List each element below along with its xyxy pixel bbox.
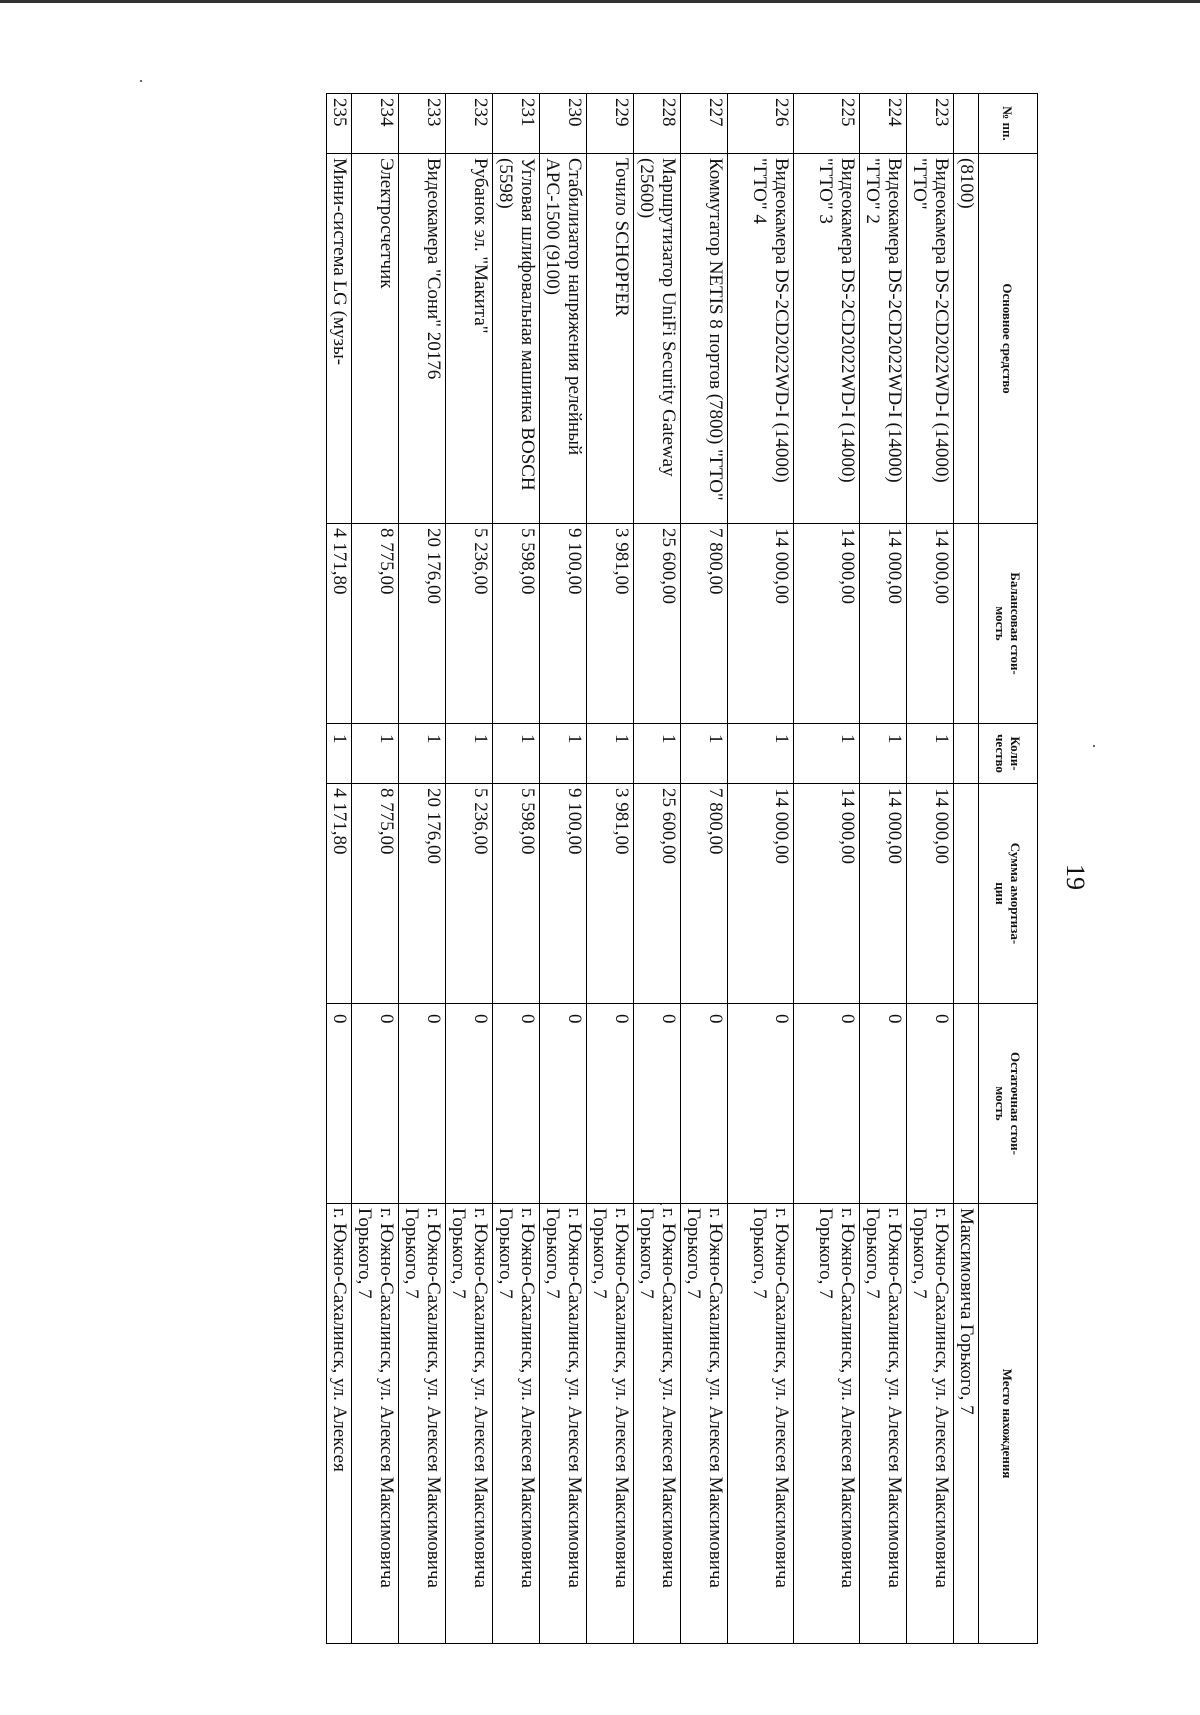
table-body [327, 94, 979, 1644]
cell-residual-value: 0 [352, 1004, 399, 1204]
cell-asset-name: Видеокамера "Сони" 20176 [399, 154, 446, 524]
cell-location: г. Южно-Сахалинск, ул. Алексея Максимовича Горького, 7 [493, 1204, 540, 1644]
cell-asset-name: Видеокамера DS-2CD2022WD-I (14000) "ГТО" 3 [794, 154, 860, 524]
table-header-row [979, 94, 1038, 1644]
cell-quantity: 1 [446, 724, 493, 784]
cell-asset-name: Видеокамера DS-2CD2022WD-I (14000) "ГТО" 2 [860, 154, 907, 524]
cell-balance-value: 7 800,00 [681, 524, 728, 724]
cell-asset-name: Мини-система LG (музы- [327, 154, 352, 524]
header-amortization: Сумма амортиза- ции [979, 784, 1038, 1004]
header-asset: Основное средство [979, 154, 1038, 524]
cell-location: Максимовича Горького, 7 [954, 1204, 979, 1644]
cell-residual-value: 0 [681, 1004, 728, 1204]
cell-quantity: 1 [907, 724, 954, 784]
cell-balance-value: 5 598,00 [493, 524, 540, 724]
page-number: 19 [1061, 864, 1090, 890]
cell-balance-value: 14 000,00 [907, 524, 954, 724]
table-row [587, 94, 634, 1644]
table-row [634, 94, 681, 1644]
cell-residual-value: 0 [794, 1004, 860, 1204]
cell-location: г. Южно-Сахалинск, ул. Алексея Максимовича Горького, 7 [728, 1204, 794, 1644]
cell-balance-value: 14 000,00 [794, 524, 860, 724]
cell-amortization-sum: 14 000,00 [728, 784, 794, 1004]
cell-asset-name: Стабилизатор напряжения релейный АРС-1500 (9100) [540, 154, 587, 524]
cell-quantity: 1 [540, 724, 587, 784]
cell-asset-name: Видеокамера DS-2CD2022WD-I (14000) "ГТО" 4 [728, 154, 794, 524]
cell-row-number [954, 94, 979, 154]
table-row [728, 94, 794, 1644]
cell-residual-value: 0 [327, 1004, 352, 1204]
cell-residual-value: 0 [907, 1004, 954, 1204]
cell-row-number: 224 [860, 94, 907, 154]
cell-amortization-sum: 25 600,00 [634, 784, 681, 1004]
cell-quantity: 1 [587, 724, 634, 784]
cell-amortization-sum: 8 775,00 [352, 784, 399, 1004]
cell-amortization-sum: 5 236,00 [446, 784, 493, 1004]
cell-row-number: 223 [907, 94, 954, 154]
scan-edge [0, 0, 1200, 3]
cell-row-number: 230 [540, 94, 587, 154]
table-row [446, 94, 493, 1644]
table-row [327, 94, 352, 1644]
table-row [681, 94, 728, 1644]
asset-table-wrapper [326, 93, 1038, 1643]
cell-quantity: 1 [860, 724, 907, 784]
cell-balance-value: 9 100,00 [540, 524, 587, 724]
cell-quantity: 1 [794, 724, 860, 784]
cell-row-number: 226 [728, 94, 794, 154]
cell-quantity [954, 724, 979, 784]
cell-asset-name: Видеокамера DS-2CD2022WD-I (14000) "ГТО" [907, 154, 954, 524]
cell-amortization-sum: 20 176,00 [399, 784, 446, 1004]
cell-balance-value: 20 176,00 [399, 524, 446, 724]
cell-residual-value: 0 [493, 1004, 540, 1204]
cell-row-number: 229 [587, 94, 634, 154]
table-row [493, 94, 540, 1644]
cell-row-number: 235 [327, 94, 352, 154]
cell-quantity: 1 [681, 724, 728, 784]
table-row [954, 94, 979, 1644]
cell-row-number: 228 [634, 94, 681, 154]
cell-amortization-sum: 3 981,00 [587, 784, 634, 1004]
cell-amortization-sum: 5 598,00 [493, 784, 540, 1004]
cell-residual-value: 0 [634, 1004, 681, 1204]
cell-asset-name: (8100) [954, 154, 979, 524]
cell-location: г. Южно-Сахалинск, ул. Алексея Максимовича Горького, 7 [860, 1204, 907, 1644]
cell-row-number: 233 [399, 94, 446, 154]
cell-balance-value [954, 524, 979, 724]
cell-row-number: 227 [681, 94, 728, 154]
cell-asset-name: Угловая шлифовальная машинка BOSCH (5598) [493, 154, 540, 524]
header-qty: Коли- чество [979, 724, 1038, 784]
cell-residual-value: 0 [399, 1004, 446, 1204]
cell-location: г. Южно-Сахалинск, ул. Алексея Максимовича Горького, 7 [587, 1204, 634, 1644]
cell-residual-value: 0 [587, 1004, 634, 1204]
table-row [794, 94, 860, 1644]
cell-residual-value: 0 [860, 1004, 907, 1204]
cell-residual-value: 0 [728, 1004, 794, 1204]
cell-balance-value: 5 236,00 [446, 524, 493, 724]
cell-location: г. Южно-Сахалинск, ул. Алексея Максимовича Горького, 7 [634, 1204, 681, 1644]
table-row [352, 94, 399, 1644]
cell-asset-name: Точило SCHOPFER [587, 154, 634, 524]
cell-row-number: 232 [446, 94, 493, 154]
cell-quantity: 1 [728, 724, 794, 784]
cell-quantity: 1 [634, 724, 681, 784]
cell-amortization-sum: 14 000,00 [860, 784, 907, 1004]
cell-residual-value: 0 [446, 1004, 493, 1204]
cell-balance-value: 8 775,00 [352, 524, 399, 724]
cell-amortization-sum: 9 100,00 [540, 784, 587, 1004]
table-row [907, 94, 954, 1644]
cell-location: г. Южно-Сахалинск, ул. Алексея [327, 1204, 352, 1644]
cell-row-number: 234 [352, 94, 399, 154]
cell-location: г. Южно-Сахалинск, ул. Алексея Максимовича Горького, 7 [794, 1204, 860, 1644]
cell-location: г. Южно-Сахалинск, ул. Алексея Максимовича Горького, 7 [681, 1204, 728, 1644]
cell-asset-name: Электросчетчик [352, 154, 399, 524]
cell-quantity: 1 [352, 724, 399, 784]
cell-balance-value: 25 600,00 [634, 524, 681, 724]
cell-row-number: 225 [794, 94, 860, 154]
cell-row-number: 231 [493, 94, 540, 154]
cell-location: г. Южно-Сахалинск, ул. Алексея Максимовича Горького, 7 [399, 1204, 446, 1644]
cell-amortization-sum [954, 784, 979, 1004]
scan-speck [140, 80, 142, 82]
cell-quantity: 1 [399, 724, 446, 784]
cell-location: г. Южно-Сахалинск, ул. Алексея Максимовича Горького, 7 [907, 1204, 954, 1644]
cell-location: г. Южно-Сахалинск, ул. Алексея Максимовича Горького, 7 [540, 1204, 587, 1644]
header-residual: Остаточная стои- мость [979, 1004, 1038, 1204]
cell-asset-name: Коммутатор NETIS 8 портов (7800) "ГТО" [681, 154, 728, 524]
header-no: № пп. [979, 94, 1038, 154]
cell-asset-name: Маршрутизатор UniFi Security Gateway (25600) [634, 154, 681, 524]
cell-quantity: 1 [493, 724, 540, 784]
cell-amortization-sum: 4 171,80 [327, 784, 352, 1004]
cell-residual-value: 0 [540, 1004, 587, 1204]
table-row [860, 94, 907, 1644]
cell-amortization-sum: 14 000,00 [794, 784, 860, 1004]
header-balance: Балансовая стои- мость [979, 524, 1038, 724]
cell-asset-name: Рубанок эл. "Макита" [446, 154, 493, 524]
table-row [540, 94, 587, 1644]
scan-speck [1093, 745, 1095, 747]
cell-balance-value: 14 000,00 [728, 524, 794, 724]
table-row [399, 94, 446, 1644]
cell-balance-value: 4 171,80 [327, 524, 352, 724]
cell-balance-value: 14 000,00 [860, 524, 907, 724]
cell-amortization-sum: 14 000,00 [907, 784, 954, 1004]
cell-balance-value: 3 981,00 [587, 524, 634, 724]
cell-residual-value [954, 1004, 979, 1204]
cell-quantity: 1 [327, 724, 352, 784]
asset-table [326, 93, 1038, 1644]
header-location: Место нахождения [979, 1204, 1038, 1644]
cell-location: г. Южно-Сахалинск, ул. Алексея Максимовича Горького, 7 [352, 1204, 399, 1644]
cell-location: г. Южно-Сахалинск, ул. Алексея Максимовича Горького, 7 [446, 1204, 493, 1644]
cell-amortization-sum: 7 800,00 [681, 784, 728, 1004]
